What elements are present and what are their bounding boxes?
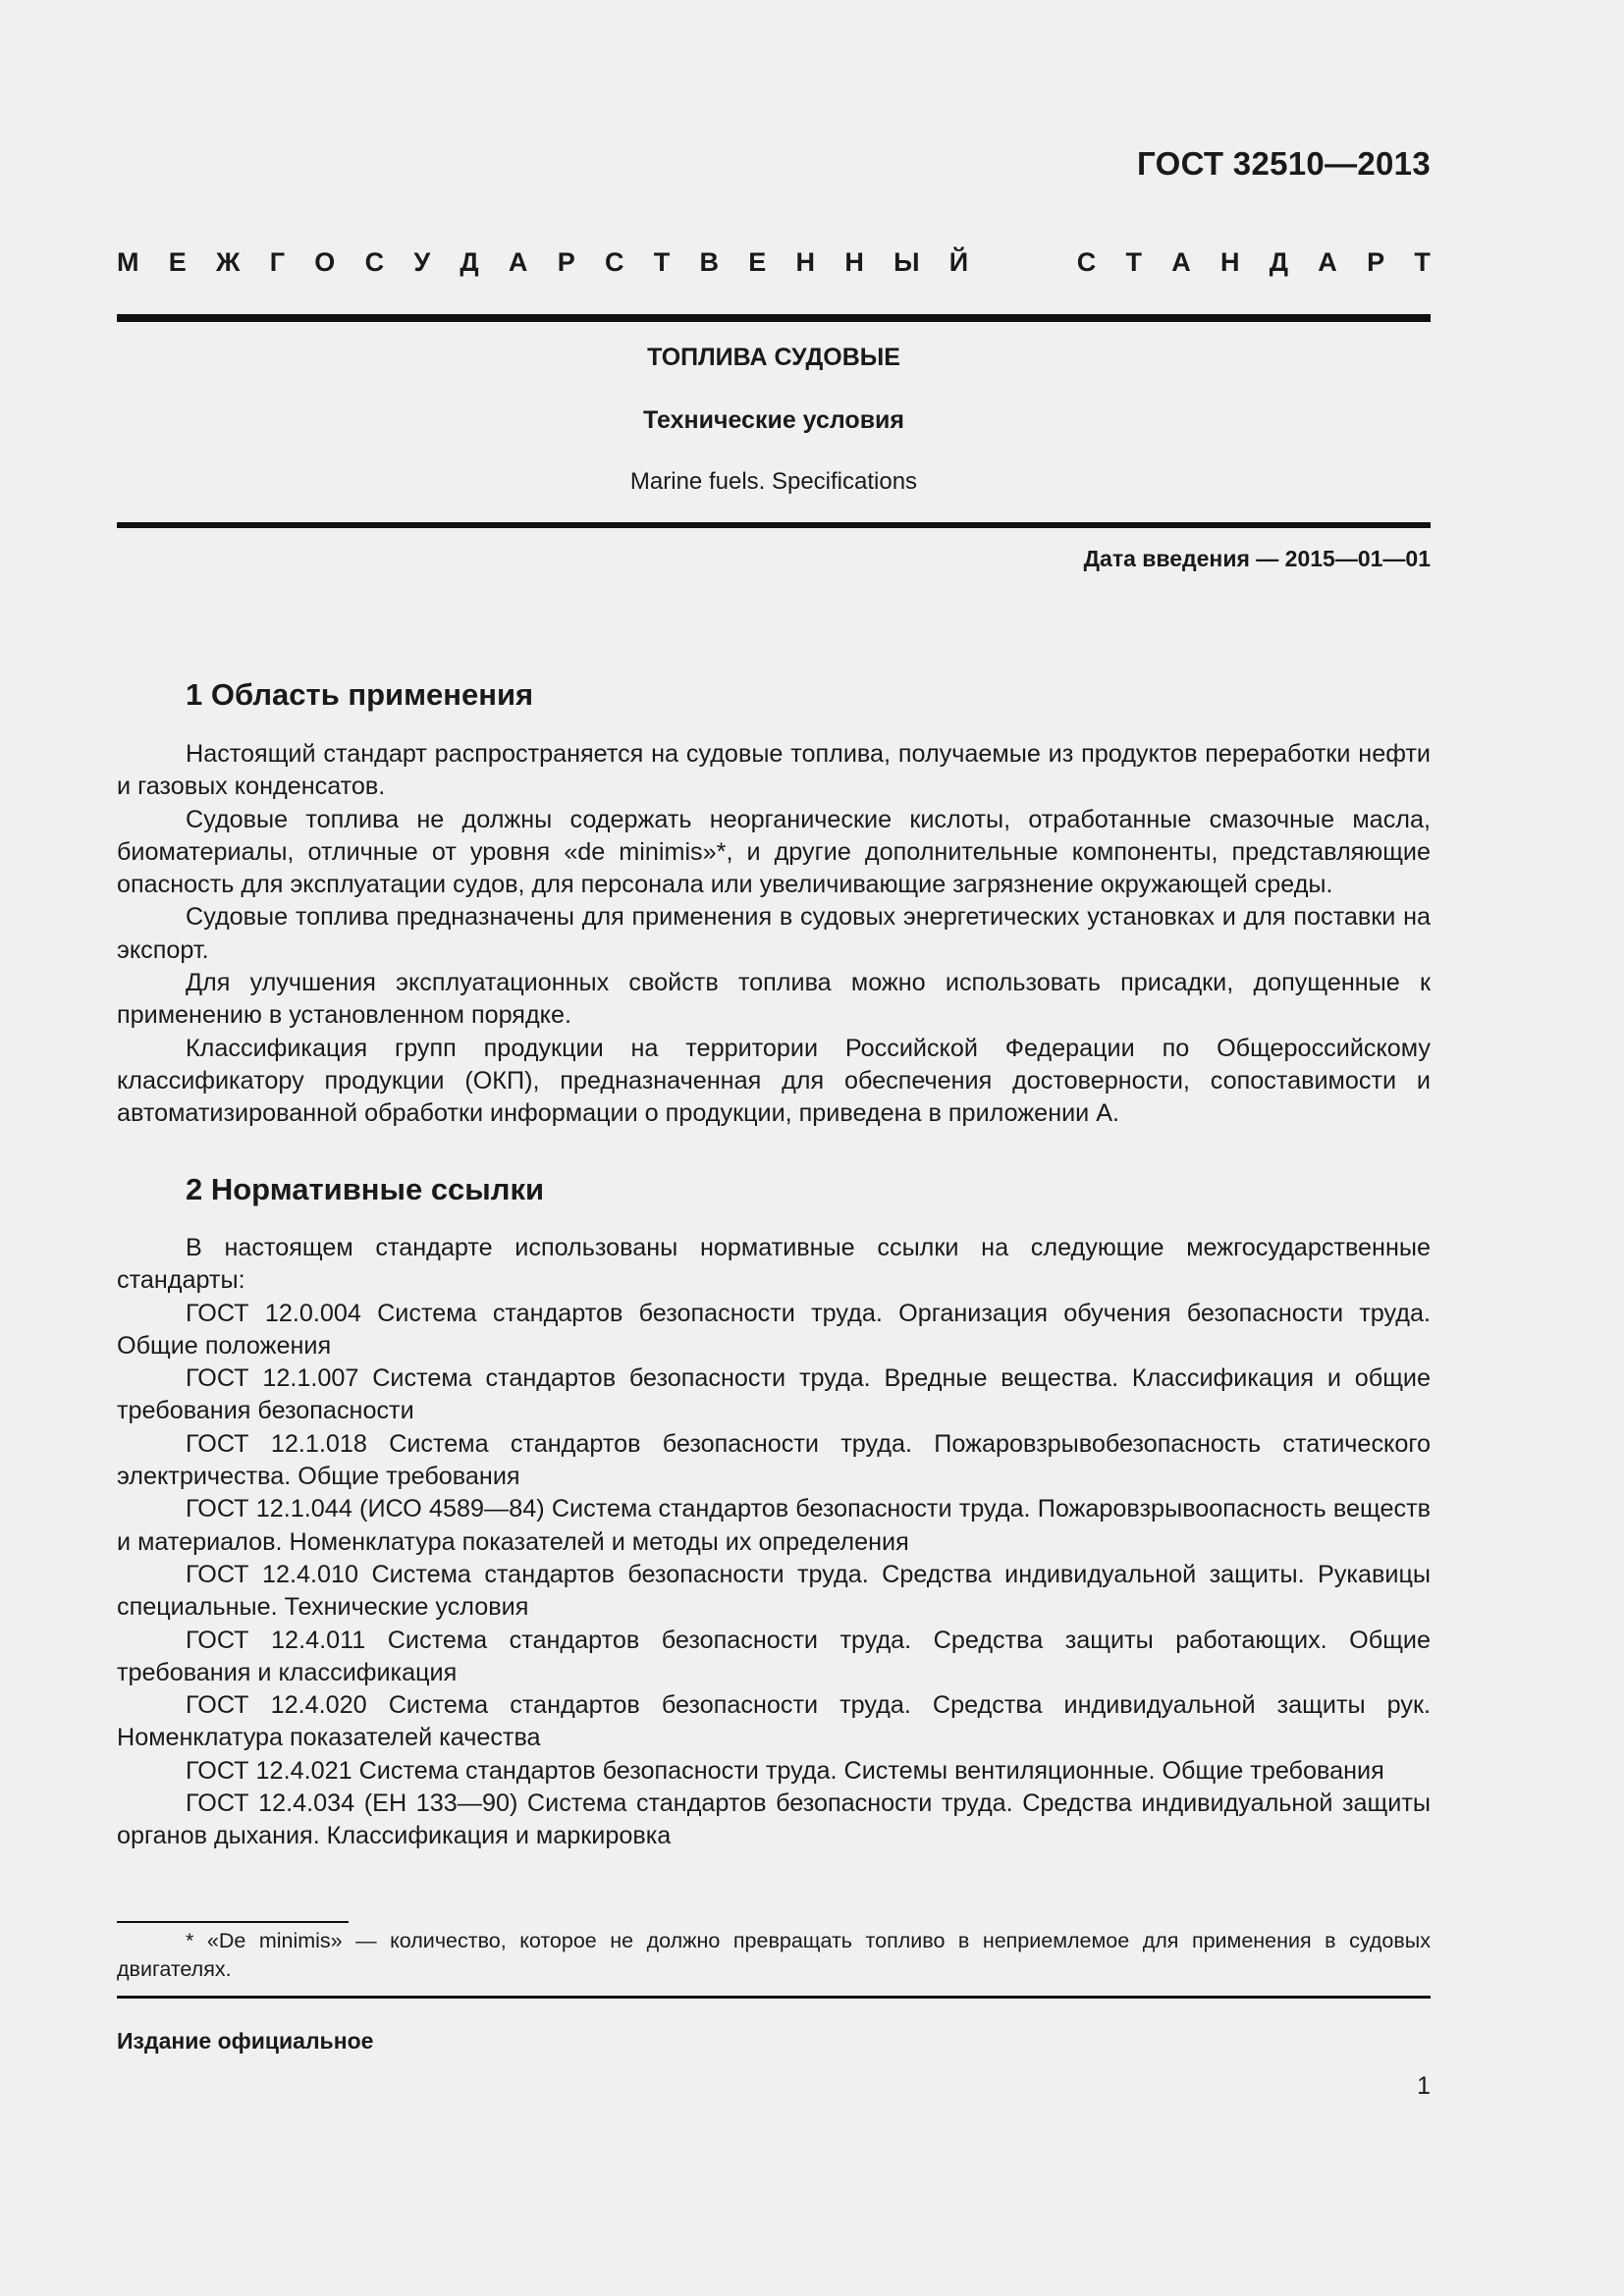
document-code: ГОСТ 32510—2013: [1137, 145, 1431, 182]
section-2-heading: 2 Нормативные ссылки: [186, 1172, 545, 1206]
edition-label: Издание официальное: [117, 2028, 374, 2054]
standard-type-letter: С: [1076, 247, 1097, 277]
paragraph: В настоящем стандарте использованы нормативные ссылки на следующие межгосударственные стандарты:: [117, 1234, 1431, 1295]
standard-type-letter: С: [364, 247, 385, 277]
reference-item: ГОСТ 12.4.021 Система стандартов безопасности труда. Системы вентиляционные. Общие требования: [186, 1756, 1384, 1785]
reference-item: ГОСТ 12.1.007 Система стандартов безопасности труда. Вредные вещества. Классификация и общие требования безопасности: [117, 1364, 1431, 1425]
standard-type-letter: А: [1171, 247, 1191, 277]
standard-type-letter: Т: [653, 247, 671, 277]
reference-item: ГОСТ 12.4.034 (ЕН 133—90) Система стандартов безопасности труда. Средства индивидуальной защиты органов дыхания. Классификация и маркировка: [117, 1789, 1431, 1850]
footnote-text: * «De minimis» — количество, которое не должно превращать топливо в неприемлемое для применения в судовых двигателях.: [117, 1929, 1431, 1981]
standard-type-letter: Н: [1220, 247, 1240, 277]
paragraph: Судовые топлива не должны содержать неорганические кислоты, отработанные смазочные масла, биоматериалы, отличные от уровня «de minimis»*, и другие дополнительные компоненты, представляющие опасность для эксплуатации судов, для персонала или увеличивающие загрязнение окружающей среды.: [117, 805, 1431, 899]
standard-type-letter: Г: [269, 247, 286, 277]
paragraph: Судовые топлива предназначены для применения в судовых энергетических установках и для поставки на экспорт.: [117, 903, 1431, 964]
paragraph: Классификация групп продукции на территории Российской Федерации по Общероссийскому классификатору продукции (ОКП), предназначенная для обеспечения достоверности, сопоставимости и автоматизированной обработки информации о продукции, приведена в приложении А.: [117, 1034, 1431, 1128]
reference-item: ГОСТ 12.1.018 Система стандартов безопасности труда. Пожаровзрывобезопасность статического электричества. Общие требования: [117, 1429, 1431, 1491]
reference-item: ГОСТ 12.1.044 (ИСО 4589—84) Система стандартов безопасности труда. Пожаровзрывоопасность веществ и материалов. Номенклатура показателей и методы их определения: [117, 1495, 1431, 1556]
footer-rule: [117, 1996, 1431, 1999]
standard-type-letter: А: [508, 247, 528, 277]
page-number: 1: [1417, 2072, 1431, 2100]
footnote-separator: [117, 1921, 349, 1923]
standard-type-letter: М: [117, 247, 139, 277]
header-rule: [117, 314, 1431, 322]
standard-type-letter: Ж: [216, 247, 241, 277]
reference-item: ГОСТ 12.4.020 Система стандартов безопасности труда. Средства индивидуальной защиты рук. Номенклатура показателей качества: [117, 1691, 1431, 1752]
standard-type-letter: Н: [795, 247, 816, 277]
title-rule: [117, 522, 1431, 528]
standard-type-letter: Й: [948, 247, 969, 277]
standard-type-letter: А: [1318, 247, 1337, 277]
section-1-heading: 1 Область применения: [186, 677, 534, 712]
standard-type-letter: О: [314, 247, 336, 277]
standard-type-banner: [117, 247, 1431, 278]
standard-type-letter: Т: [1414, 247, 1431, 277]
footnote: [117, 1927, 1431, 1984]
standard-type-letter: Т: [1125, 247, 1142, 277]
standard-type-letter: У: [413, 247, 431, 277]
standard-type-letter: Ы: [893, 247, 920, 277]
document-title: ТОПЛИВА СУДОВЫЕ: [647, 344, 900, 371]
word-gap: [998, 247, 1047, 278]
paragraph: Настоящий стандарт распространяется на судовые топлива, получаемые из продуктов переработки нефти и газовых конденсатов.: [117, 740, 1431, 801]
document-page: [117, 0, 1431, 2296]
standard-type-letter: С: [604, 247, 624, 277]
reference-item: ГОСТ 12.4.010 Система стандартов безопасности труда. Средства индивидуальной защиты. Рукавицы специальные. Технические условия: [117, 1560, 1431, 1622]
document-title-english: Marine fuels. Specifications: [629, 468, 918, 495]
standard-type-letter: Д: [1269, 247, 1289, 277]
standard-type-letter: Д: [460, 247, 479, 277]
standard-type-letter: Е: [168, 247, 187, 277]
standard-type-letter: Р: [557, 247, 575, 277]
reference-item: ГОСТ 12.0.004 Система стандартов безопасности труда. Организация обучения безопасности труда. Общие положения: [117, 1299, 1431, 1360]
standard-type-letter: Р: [1367, 247, 1385, 277]
document-subtitle: Технические условия: [642, 406, 905, 434]
paragraph: Для улучшения эксплуатационных свойств топлива можно использовать присадки, допущенные к применению в установленном порядке.: [117, 969, 1431, 1030]
section-1-body: [117, 738, 1431, 1131]
reference-item: ГОСТ 12.4.011 Система стандартов безопасности труда. Средства защиты работающих. Общие требования и классификация: [117, 1626, 1431, 1686]
introduction-date: Дата введения — 2015—01—01: [1083, 546, 1431, 571]
standard-type-letter: Н: [844, 247, 864, 277]
section-2-body: [117, 1232, 1431, 1853]
standard-type-letter: В: [699, 247, 719, 277]
standard-type-letter: Е: [748, 247, 767, 277]
